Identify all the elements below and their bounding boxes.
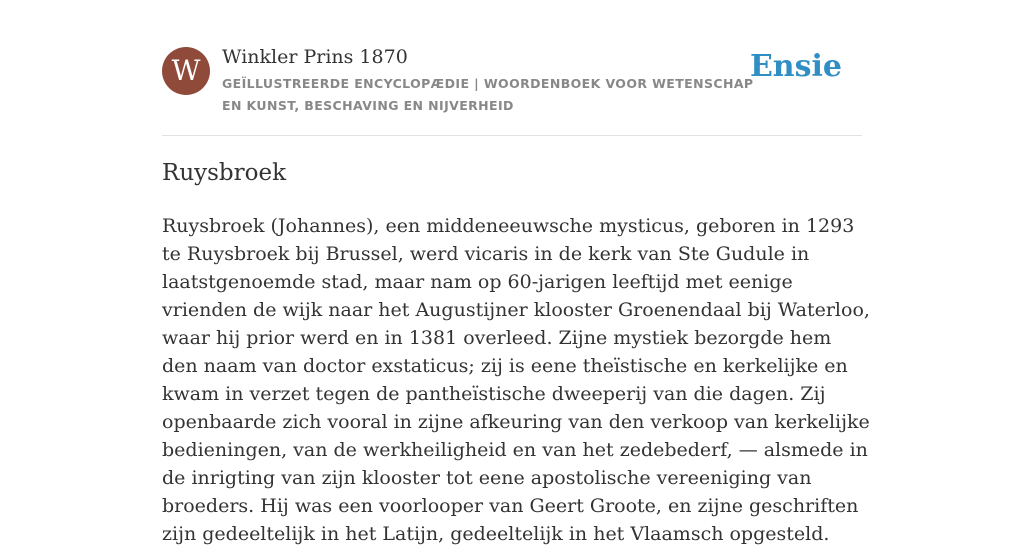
source-avatar[interactable]: W bbox=[162, 47, 210, 95]
source-title[interactable]: Winkler Prins 1870 bbox=[222, 46, 408, 68]
ensie-logo[interactable]: Ensie bbox=[749, 49, 842, 84]
source-header bbox=[162, 44, 862, 116]
header-divider bbox=[162, 135, 862, 136]
source-subtitle: GEÏLLUSTREERDE ENCYCLOPÆDIE | WOORDENBOEK VOOR WETENSCHAP EN KUNST, BESCHAVING EN NIJVERHEID bbox=[222, 76, 754, 113]
entry-title: Ruysbroek bbox=[162, 160, 287, 186]
entry-body: Ruysbroek (Johannes), een middeneeuwsche mysticus, geboren in 1293 te Ruysbroek bij Brussel, werd vicaris in de kerk van Ste Gudule in laatstgenoemde stad, maar nam op 60-jarigen leeftijd met eenige vrienden de wijk naar het Augustijner klooster Groenendaal bij Waterloo, waar hij prior werd en in 1381 overleed. Zijne mystiek bezorgde hem den naam van doctor exstaticus; zij is eene theïstische en kerkelijke en kwam in verzet tegen de pantheïstische dweeperij van die dagen. Zij openbaarde zich vooral in zijne afkeuring van den verkoop van kerkelijke bedieningen, van de werkheiligheid en van het zedebederf, — alsmede in de inrigting van zijn klooster tot eene apostolische vereeniging van broeders. Hij was een voorlooper van Geert Groote, en zijne geschriften zijn gedeeltelijk in het Latijn, gedeeltelijk in het Vlaamsch opgesteld. bbox=[162, 215, 870, 545]
